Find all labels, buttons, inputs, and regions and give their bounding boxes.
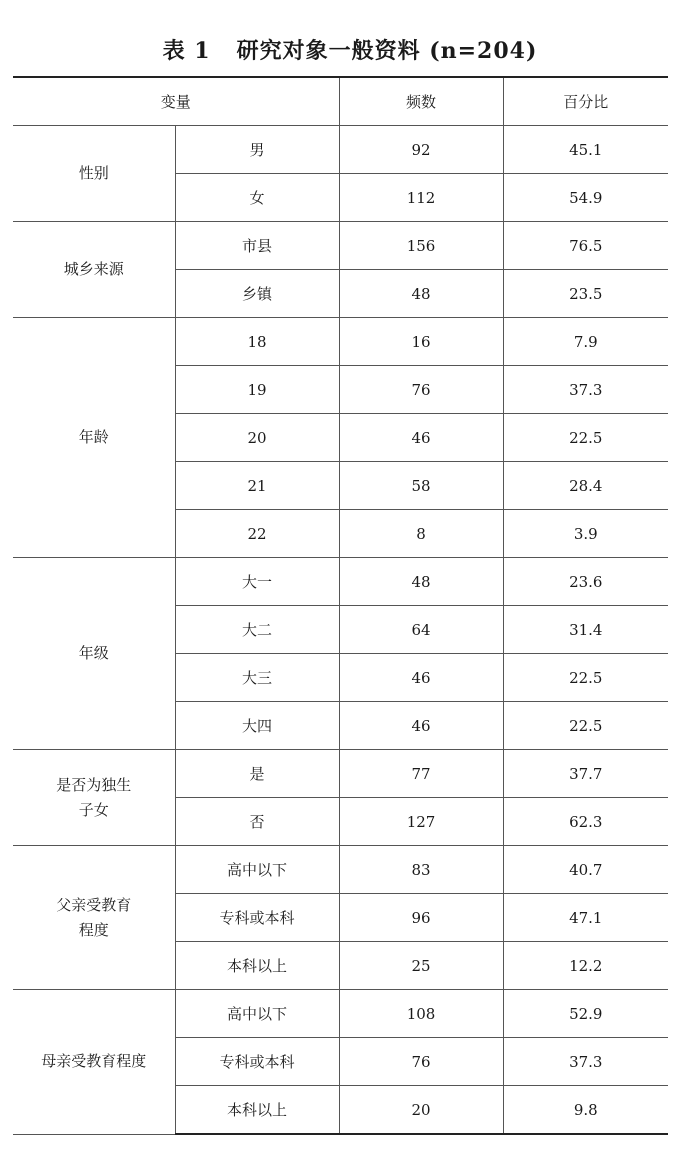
percent-cell: 37.7 [503, 750, 668, 798]
variable-name-cell: 年级 [13, 558, 175, 750]
percent-cell: 54.9 [503, 174, 668, 222]
category-cell: 是 [175, 750, 339, 798]
category-cell: 男 [175, 126, 339, 174]
header-row [13, 77, 668, 126]
variable-name-cell: 性别 [13, 126, 175, 222]
category-cell: 18 [175, 318, 339, 366]
table-row [13, 318, 668, 366]
percent-cell: 47.1 [503, 894, 668, 942]
percent-cell: 12.2 [503, 942, 668, 990]
count-cell: 76 [339, 1038, 503, 1086]
variable-name-cell: 城乡来源 [13, 222, 175, 318]
category-cell: 大二 [175, 606, 339, 654]
variable-name-cell [13, 846, 175, 990]
count-cell: 112 [339, 174, 503, 222]
count-cell: 8 [339, 510, 503, 558]
table-row [13, 558, 668, 606]
header-percent: 百分比 [503, 77, 668, 126]
percent-cell: 9.8 [503, 1086, 668, 1135]
category-cell: 乡镇 [175, 270, 339, 318]
count-cell: 48 [339, 558, 503, 606]
count-cell: 20 [339, 1086, 503, 1135]
category-cell: 21 [175, 462, 339, 510]
category-cell: 22 [175, 510, 339, 558]
count-cell: 76 [339, 366, 503, 414]
count-cell: 92 [339, 126, 503, 174]
percent-cell: 62.3 [503, 798, 668, 846]
variable-name-cell: 年龄 [13, 318, 175, 558]
percent-cell: 40.7 [503, 846, 668, 894]
count-cell: 64 [339, 606, 503, 654]
category-cell: 本科以上 [175, 942, 339, 990]
category-cell: 高中以下 [175, 846, 339, 894]
percent-cell: 23.6 [503, 558, 668, 606]
header-count: 频数 [339, 77, 503, 126]
count-cell: 108 [339, 990, 503, 1038]
count-cell: 156 [339, 222, 503, 270]
table-number: 表 1 [162, 38, 211, 64]
variable-name-cell [13, 750, 175, 846]
category-cell: 专科或本科 [175, 1038, 339, 1086]
percent-cell: 45.1 [503, 126, 668, 174]
percent-cell: 28.4 [503, 462, 668, 510]
count-cell: 16 [339, 318, 503, 366]
table-body [13, 126, 668, 1135]
percent-cell: 37.3 [503, 366, 668, 414]
variable-name-line: 是否为独生 [56, 775, 132, 794]
table-title [0, 34, 700, 65]
table-row [13, 990, 668, 1038]
table-row [13, 222, 668, 270]
table-row [13, 126, 668, 174]
variable-name-line: 程度 [78, 920, 109, 939]
count-cell: 48 [339, 270, 503, 318]
count-cell: 46 [339, 702, 503, 750]
category-cell: 19 [175, 366, 339, 414]
percent-cell: 7.9 [503, 318, 668, 366]
percent-cell: 37.3 [503, 1038, 668, 1086]
percent-cell: 23.5 [503, 270, 668, 318]
percent-cell: 22.5 [503, 414, 668, 462]
percent-cell: 22.5 [503, 654, 668, 702]
table-row [13, 750, 668, 798]
count-cell: 58 [339, 462, 503, 510]
category-cell: 大一 [175, 558, 339, 606]
table-caption: 研究对象一般资料 (n=204) [236, 38, 538, 64]
percent-cell: 3.9 [503, 510, 668, 558]
category-cell: 本科以上 [175, 1086, 339, 1135]
category-cell: 大四 [175, 702, 339, 750]
data-table [13, 76, 668, 1135]
count-cell: 46 [339, 654, 503, 702]
variable-name-line: 父亲受教育 [56, 895, 132, 914]
count-cell: 96 [339, 894, 503, 942]
category-cell: 女 [175, 174, 339, 222]
category-cell: 否 [175, 798, 339, 846]
count-cell: 83 [339, 846, 503, 894]
count-cell: 25 [339, 942, 503, 990]
percent-cell: 22.5 [503, 702, 668, 750]
table-row [13, 846, 668, 894]
category-cell: 高中以下 [175, 990, 339, 1038]
count-cell: 46 [339, 414, 503, 462]
percent-cell: 76.5 [503, 222, 668, 270]
percent-cell: 31.4 [503, 606, 668, 654]
header-variable: 变量 [13, 77, 339, 126]
count-cell: 77 [339, 750, 503, 798]
category-cell: 20 [175, 414, 339, 462]
variable-name-cell: 母亲受教育程度 [13, 990, 175, 1135]
variable-name-line: 子女 [78, 800, 109, 819]
count-cell: 127 [339, 798, 503, 846]
category-cell: 大三 [175, 654, 339, 702]
category-cell: 专科或本科 [175, 894, 339, 942]
category-cell: 市县 [175, 222, 339, 270]
percent-cell: 52.9 [503, 990, 668, 1038]
